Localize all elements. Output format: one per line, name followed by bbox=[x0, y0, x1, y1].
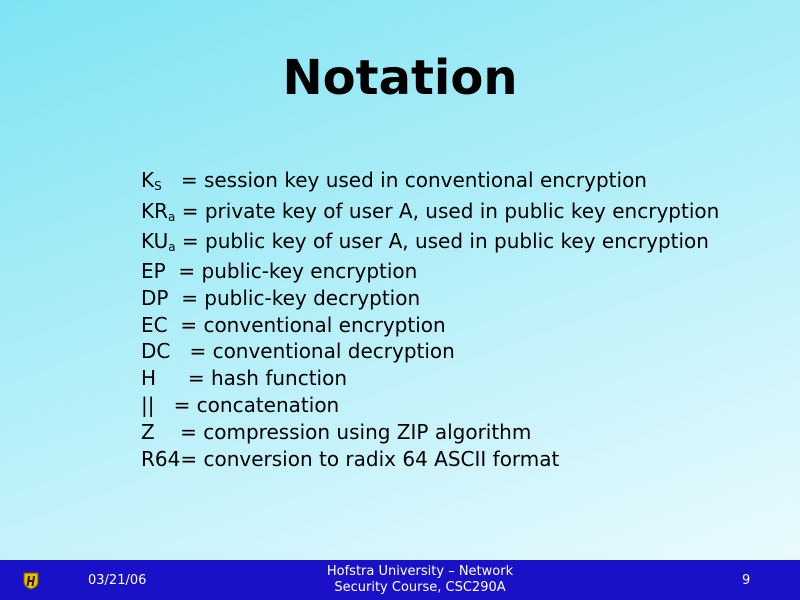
notation-item bbox=[141, 392, 719, 419]
notation-definition: = compression using ZIP algorithm bbox=[180, 419, 532, 444]
notation-definition: = conversion to radix 64 ASCII format bbox=[180, 446, 560, 471]
notation-item bbox=[141, 312, 719, 339]
footer-course-line1: Hofstra University – Network bbox=[326, 564, 514, 579]
notation-symbol: EC bbox=[141, 312, 181, 337]
notation-symbol: EP bbox=[141, 259, 179, 283]
notation-subscript: a bbox=[168, 210, 176, 224]
notation-item bbox=[141, 285, 719, 312]
notation-symbol: Z bbox=[141, 419, 181, 444]
notation-item bbox=[141, 258, 719, 285]
footer-bar bbox=[0, 560, 800, 600]
notation-subscript: a bbox=[168, 240, 176, 254]
slide-title: Notation bbox=[282, 50, 518, 106]
notation-item bbox=[141, 338, 719, 365]
notation-definition: = public key of user A, used in public key encryption bbox=[175, 229, 709, 253]
notation-subscript: S bbox=[154, 179, 162, 193]
notation-symbol: DC bbox=[141, 339, 184, 364]
footer-date: 03/21/06 bbox=[88, 573, 147, 588]
footer-course bbox=[300, 564, 540, 596]
notation-definition: = conventional decryption bbox=[183, 339, 455, 364]
notation-symbol: K bbox=[141, 168, 155, 192]
notation-symbol: DP bbox=[141, 285, 182, 310]
notation-definition: = private key of user A, used in public key encryption bbox=[175, 199, 720, 223]
notation-list bbox=[141, 166, 719, 472]
notation-item bbox=[141, 419, 719, 446]
notation-symbol: KR bbox=[141, 199, 169, 223]
footer-course-line2: Security Course, CSC290A bbox=[334, 580, 506, 595]
notation-symbol: || bbox=[141, 392, 174, 417]
notation-symbol: KU bbox=[141, 229, 169, 253]
notation-definition: = concatenation bbox=[173, 392, 340, 417]
slide-number: 9 bbox=[742, 573, 751, 588]
notation-symbol: R64 bbox=[141, 446, 181, 471]
notation-item bbox=[141, 166, 719, 197]
notation-definition: = session key used in conventional encryption bbox=[161, 168, 647, 192]
notation-symbol: H bbox=[141, 366, 182, 391]
notation-item bbox=[141, 365, 719, 392]
notation-item bbox=[141, 197, 719, 227]
notation-definition: = public-key decryption bbox=[181, 285, 421, 310]
notation-definition: = public-key encryption bbox=[178, 259, 418, 283]
notation-definition: = conventional encryption bbox=[180, 312, 446, 337]
notation-item bbox=[141, 446, 719, 473]
hofstra-logo-icon bbox=[23, 572, 39, 590]
notation-definition: = hash function bbox=[181, 366, 348, 391]
notation-item bbox=[141, 227, 719, 258]
